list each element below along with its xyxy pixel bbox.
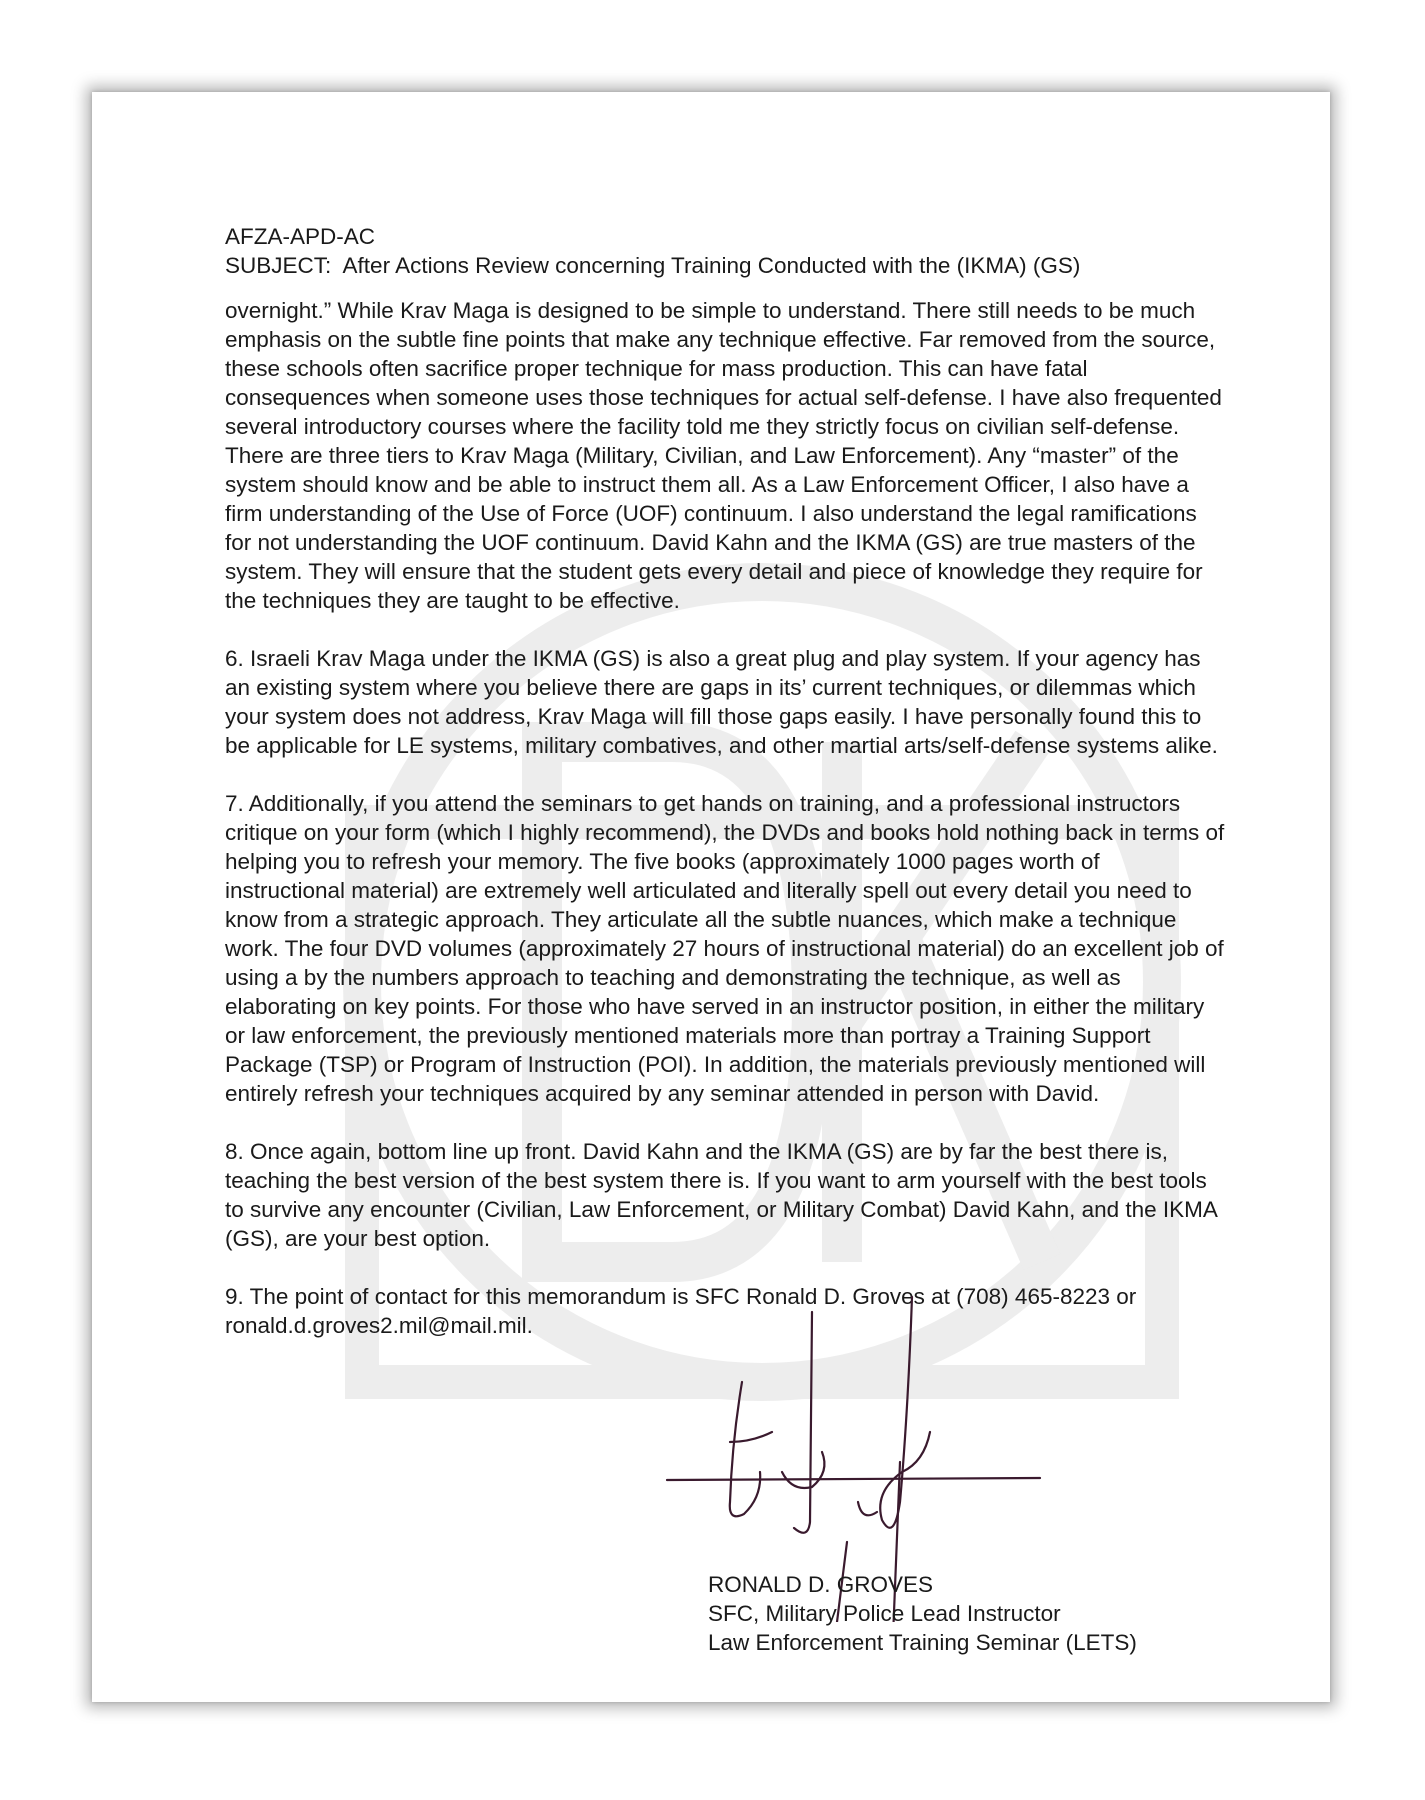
signer-title: SFC, Military Police Lead Instructor [708,1601,1061,1626]
paragraph-9-contact: 9. The point of contact for this memorandum is SFC Ronald D. Groves at (708) 465-8223 or ronald.d.groves2.mil@mail.mil. [225,1284,1137,1338]
subject-line [225,251,1225,280]
memo-body [225,222,1225,1369]
signature-block [662,1412,1202,1702]
paragraph-8: 8. Once again, bottom line up front. David Kahn and the IKMA (GS) are by far the best there is, teaching the best version of the best system there is. If you want to arm yourself with the best tools to survive any encounter (Civilian, Law Enforcement, or Military Combat) David Kahn, and the IKMA (GS), are your best option. [225,1139,1217,1251]
office-symbol: AFZA-APD-AC [225,224,376,249]
paragraph-7: 7. Additionally, if you attend the seminars to get hands on training, and a professional instructors critique on your form (which I highly recommend), the DVDs and books hold nothing back in terms of helping you to refresh your memory. The five books (approximately 1000 pages worth of instructional material) are extremely well articulated and literally spell out every detail you need to know from a strategic approach. They articulate all the subtle nuances, which make a technique work. The four DVD volumes (approximately 27 hours of instructional material) do an excellent job of using a by the numbers approach to teaching and demonstrating the technique, as well as elaborating on key points. For those who have served in an instructor position, in either the military or law enforcement, the previously mentioned materials more than portray a Training Support Package (TSP) or Program of Instruction (POI). In addition, the materials previously mentioned will entirely refresh your techniques acquired by any seminar attended in person with David. [225,791,1225,1106]
memo-page [92,92,1330,1702]
signature-text [708,1570,1137,1657]
paragraph-5-continued: overnight.” While Krav Maga is designed to be simple to understand. There still needs to be much emphasis on the subtle fine points that make any technique effective. Far removed from the source, these schools often sacrifice proper technique for mass production. This can have fatal consequences when someone uses those techniques for actual self-defense. I have also frequented several introductory courses where the facility told me they strictly focus on civilian self-defense. There are three tiers to Krav Maga (Military, Civilian, and Law Enforcement). Any “master” of the system should know and be able to instruct them all. As a Law Enforcement Officer, I also have a firm understanding of the Use of Force (UOF) continuum. I also understand the legal ramifications for not understanding the UOF continuum. David Kahn and the IKMA (GS) are true masters of the system. They will ensure that the student gets every detail and piece of knowledge they require for the techniques they are taught to be effective. [225,298,1222,613]
signer-name: RONALD D. GROVES [708,1572,934,1597]
paragraph-6: 6. Israeli Krav Maga under the IKMA (GS) is also a great plug and play system. If your agency has an existing system where you believe there are gaps in its’ current techniques, or dilemmas which your system does not address, Krav Maga will fill those gaps easily. I have personally found this to be applicable for LE systems, military combatives, and other martial arts/self-defense systems alike. [225,646,1218,758]
signer-organization: Law Enforcement Training Seminar (LETS) [708,1630,1137,1655]
subject-text: After Actions Review concerning Training Conducted with the (IKMA) (GS) [342,253,1081,278]
subject-label: SUBJECT: [225,253,332,278]
